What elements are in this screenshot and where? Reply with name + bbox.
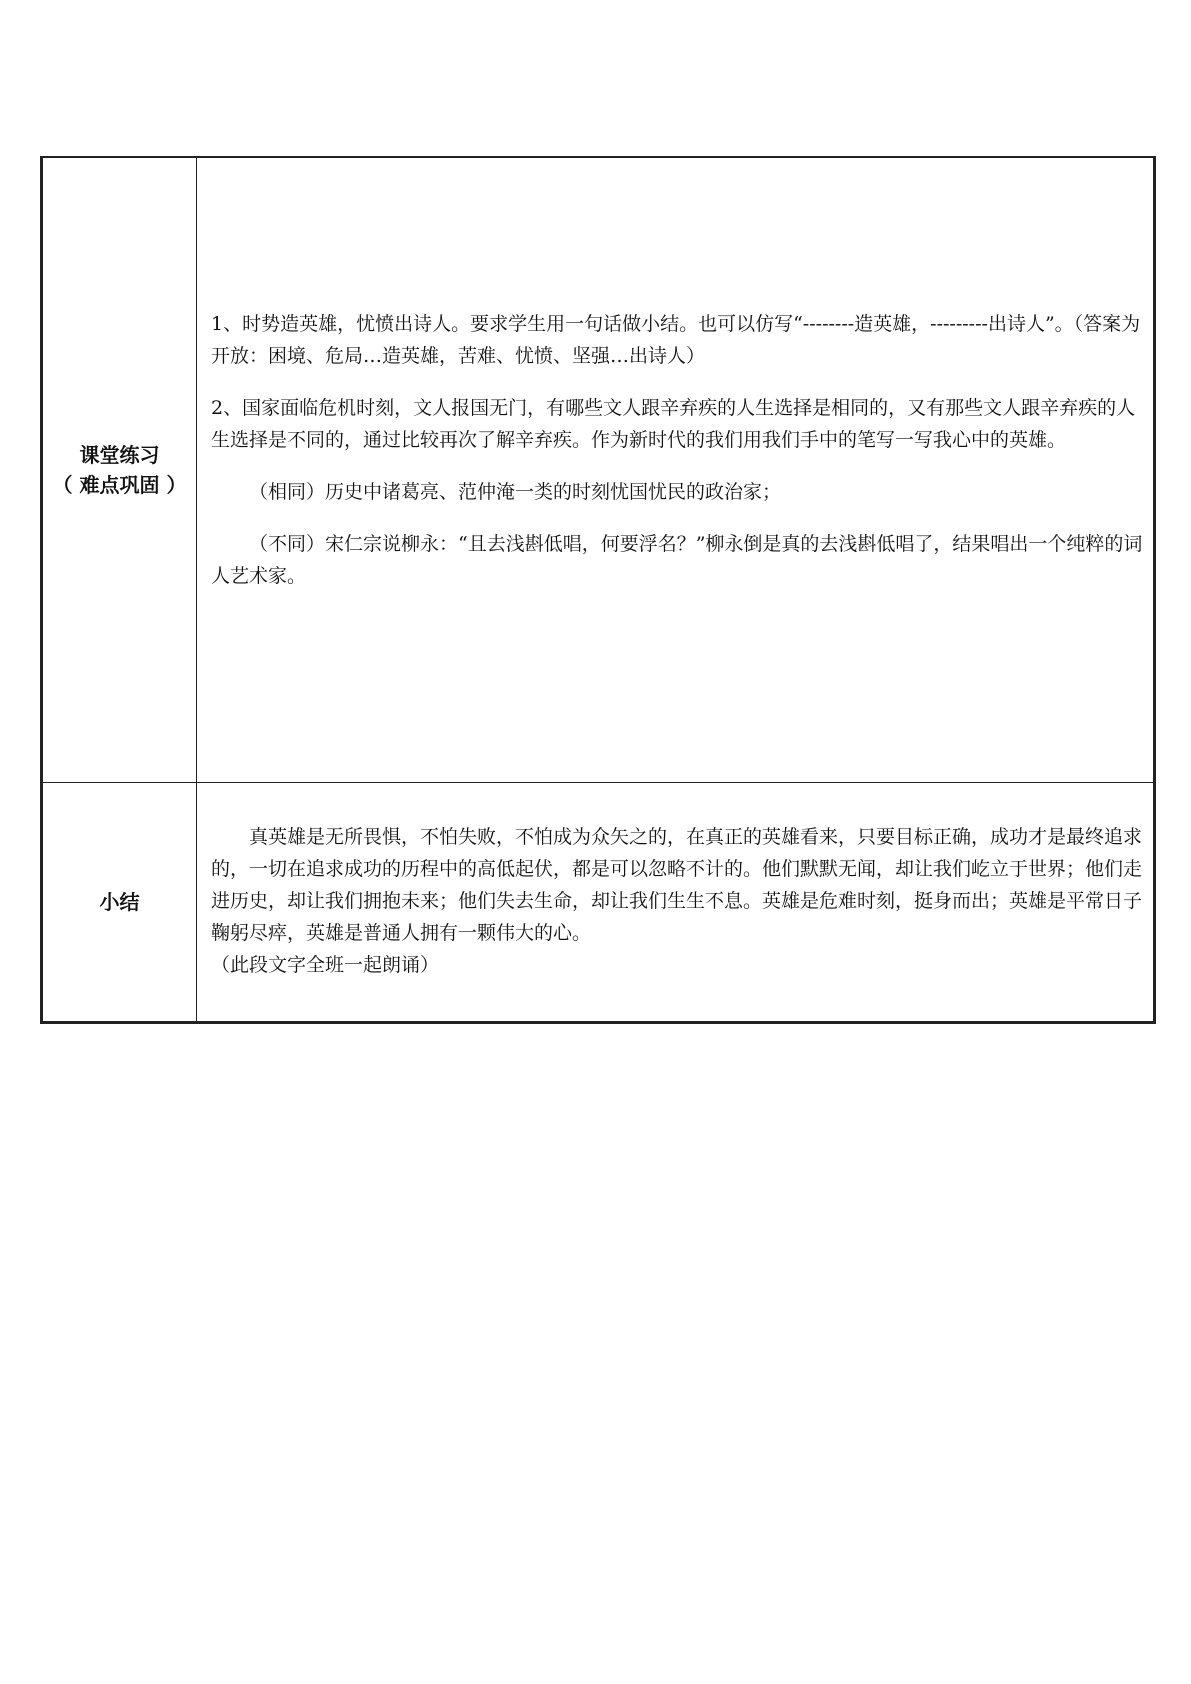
summary-label-title: 小结: [99, 889, 140, 914]
lesson-plan-table: [40, 156, 1156, 1024]
practice-item-2: 2、国家面临危机时刻，文人报国无门，有哪些文人跟辛弃疾的人生选择是相同的，又有那些文人跟辛弃疾的人生选择是不同的，通过比较再次了解辛弃疾。作为新时代的我们用我们手中的笔写一写我心中的英雄。: [211, 396, 1136, 451]
practice-item-1: 1、时势造英雄，忧愤出诗人。要求学生用一句话做小结。也可以仿写“--------造英雄，---------出诗人”。（答案为开放：困境、危局…造英雄，苦难、忧愤、坚强…出诗人）: [211, 312, 1141, 367]
summary-content-cell: [197, 782, 1155, 1022]
practice-label-subtitle: （ 难点巩固 ）: [52, 472, 187, 497]
summary-body: [211, 793, 1143, 1011]
summary-paragraph: 真英雄是无所畏惧，不怕失败，不怕成为众矢之的，在真正的英雄看来，只要目标正确，成功才是最终追求的，一切在追求成功的历程中的高低起伏，都是可以忽略不计的。他们默默无闻，却让我们屹立于世界；他们走进历史，却让我们拥抱未来；他们失去生命，却让我们生生不息。英雄是危难时刻，挺身而出；英雄是平常日子鞠躬尽瘁，英雄是普通人拥有一颗伟大的心。: [211, 825, 1143, 944]
practice-row: [42, 157, 1155, 782]
summary-label-cell: [42, 782, 197, 1022]
practice-label-cell: [42, 157, 197, 782]
practice-same-example: （相同）历史中诸葛亮、范仲淹一类的时刻忧国忧民的政治家；: [249, 480, 782, 503]
practice-label-title: 课堂练习: [79, 442, 160, 467]
practice-content-cell: [197, 157, 1155, 782]
summary-row: [42, 782, 1155, 1022]
practice-different-example: （不同）宋仁宗说柳永：“且去浅斟低唱，何要浮名？”柳永倒是真的去浅斟低唱了，结果唱出一个纯粹的词人艺术家。: [211, 532, 1143, 587]
summary-recitation-note: （此段文字全班一起朗诵）: [211, 953, 440, 976]
practice-body: [211, 208, 1143, 732]
